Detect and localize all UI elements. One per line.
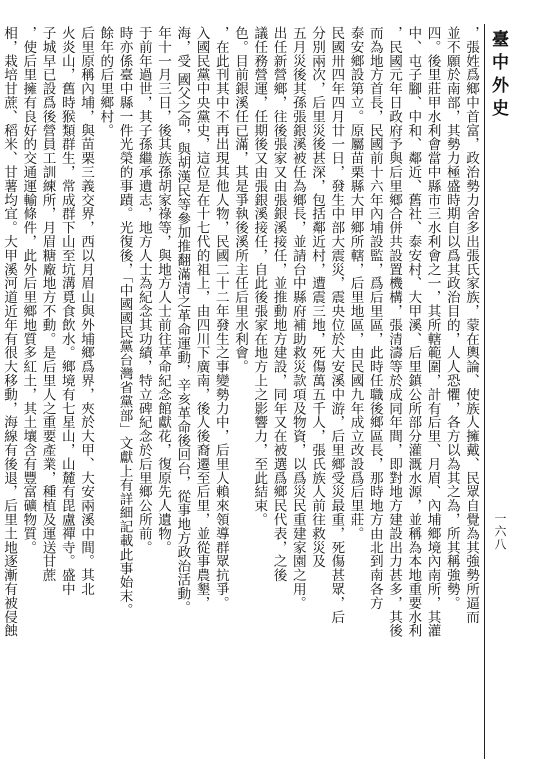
text-column: 火炎山，舊時猴類群生，常成群下山至坑溝覓食飲水。鄉境有七星山，山麓有毘盧禪寺。盛中 (58, 26, 75, 596)
page-number: 一六八 (493, 512, 507, 551)
body-text-block (1, 26, 480, 760)
text-column: 民國卅四年四月廿一日，發生中部大震災，震央位於大安溪中游，后里鄉受災最重，死傷甚眾，后 (328, 26, 345, 624)
running-header-title: 臺中外史 (488, 30, 508, 122)
text-column: 海，受 國父之命，與胡漢民等參加推翻滿清之革命運動，辛亥革命後回台，從事地方政治活動。 (174, 26, 191, 615)
text-column: 中、屯子腳、中和、鄰近、舊社、泰安村、大甲溪、后里鎮公所部分灌溉水源，並稱為本地重要水利 (405, 26, 422, 638)
text-column: 議任務營運，任期後又由張銀溪接任，自此後張家在地方上之影響力，至此結束。 (251, 26, 268, 527)
text-column: 于前年過世，其子孫繼承遺志，地方人士為紀念其功績，特立碑紀念於后里鄉公所前。 (135, 26, 152, 555)
text-column: ，在此刊其中不再出現其他人物，民國二十二年發生之事變勢力中，后里人賴來領導群眾抗爭。 (212, 26, 229, 610)
text-column: ，使后里擁有良好的交通運輸條件，此外后里鄉地質多紅土，其土壤含有豐富礦物質。 (20, 26, 37, 555)
text-column: 子城早已設爲後營員工訓練所，月眉糖廠地方不動。是后里人之重要產業，種植及運送甘蔗 (39, 26, 56, 582)
text-column: ，民國元年日政府予與后里鄉合併共設置機構，張清濤等於成同年間，即對地方建設出力甚多，其後 (386, 26, 402, 638)
text-column: 出任新營鄉，往後張家又由張銀溪接任，並推動地方建設，同年又在被選爲鄉民代表，之後 (270, 26, 287, 582)
text-column: 年十一月三日，後其族孫胡家祿等，與地方人士前往革命紀念館獻花，復原先人遺物。 (155, 26, 171, 555)
text-column: 時亦係臺中縣一件光榮的事蹟。光復後，「中國國民黨台灣省黨部」文獻上有詳細記載此事始末。 (116, 26, 133, 617)
text-column: ，張姓爲鄉中首富，政治勢力舍多出張氏家族，蒙在輿論、使族人擁戴、民眾自覺為其強勢所逼而 (463, 26, 479, 624)
text-column: 五月災後其孫張銀溪被任為鄉長，並請台中縣府補助救災款項及物資，以爲災民重建家園之用。 (289, 26, 306, 610)
text-column: 泰安鄉設第立。原屬苗栗縣大甲鄉所轄，后里地區，由民國九年成立改設爲后里莊。 (347, 26, 364, 541)
text-column: 餘年的后里鄉村。 (97, 26, 114, 138)
text-column: 后里原稱內埔，與苗栗三義交界，西以月眉山與外埔鄉爲界，夾於大甲、大安兩溪中間。其北 (78, 26, 94, 596)
text-column: 相，栽培甘蔗、稻米、甘薯均宜。大甲溪河道近年有很大移動，海線有後退，后里土地逐漸有被侵蝕 (1, 26, 17, 638)
text-column: 四。後里莊甲水利會當中縣市三水利會之一，其所轄範圍，計有后里、月眉、內埔鄉境內南所，其灌 (424, 26, 441, 638)
text-column: 而為地方首長，民國前十六年內埔設監，爲后里區，此時任職後鄉區長，那時地方由北到南各方 (366, 26, 383, 610)
header-divider-rule (484, 24, 485, 759)
text-column: 並不願於南部，其勢力極盛時期自以爲其政治目的，人人恐懼，各方以為其之為，所其稱強勢。 (443, 26, 460, 610)
text-column: 色。目前銀溪任已滿，其是爭執後溪所主任后里水利會。 (232, 26, 248, 374)
text-column: 入國民黨中央黨史，這位是在十七代的祖上，由四川下廣南，後人後裔遷至后里，並從事農墾， (193, 26, 210, 610)
text-column: 分別兩次，后里災後甚深，包括鄰近村，遭震三地，死傷萬五千人，張氏族人前往救災及 (309, 26, 325, 569)
